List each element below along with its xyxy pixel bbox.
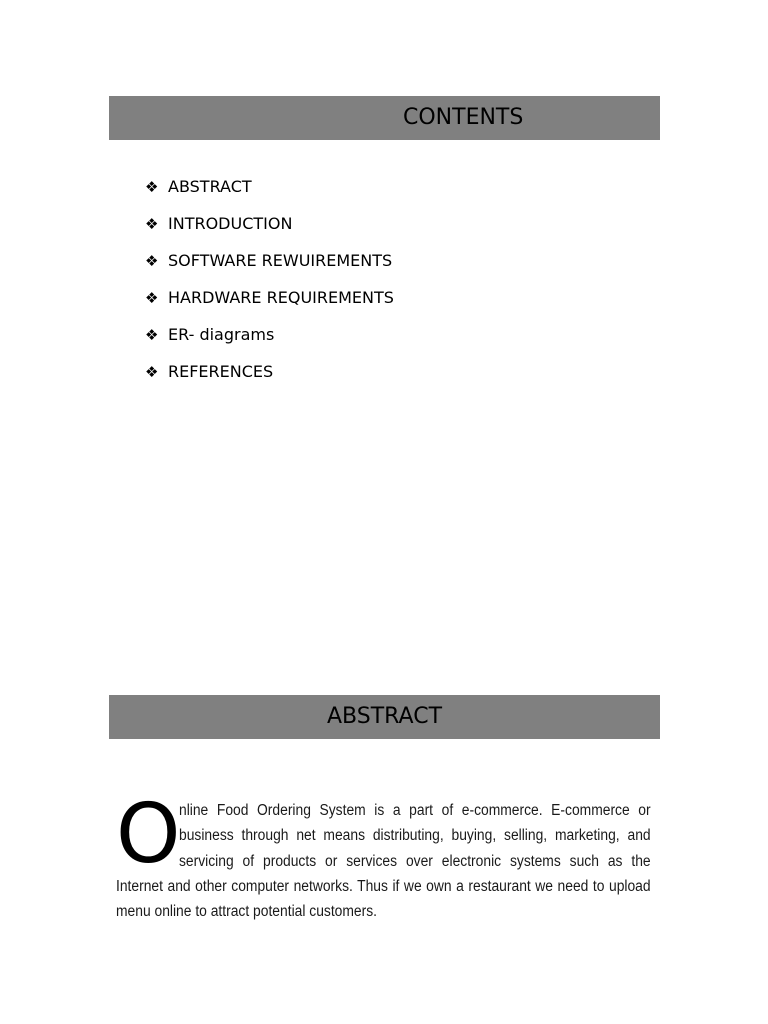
toc-item-label: ABSTRACT (168, 177, 252, 196)
diamond-bullet-icon: ❖ (145, 363, 159, 381)
toc-item-label: HARDWARE REQUIREMENTS (168, 288, 394, 307)
abstract-heading: ABSTRACT (326, 704, 443, 729)
toc-item-label: REFERENCES (168, 362, 274, 381)
table-of-contents (145, 172, 394, 394)
toc-item (145, 357, 394, 394)
drop-cap-letter: O (116, 787, 181, 882)
toc-item-label: INTRODUCTION (168, 214, 293, 233)
abstract-header-bar (109, 695, 660, 739)
toc-item-label: SOFTWARE REWUIREMENTS (168, 251, 393, 270)
abstract-text: nline Food Ordering System is a part of e-commerce. E-commerce or business through net means distributing, buying, selling, marketing, and servicing of products or services over electronic systems such as the Internet and other computer networks. Thus if we own a restaurant we need to upload menu online to attract potential customers. (116, 802, 651, 921)
contents-header-bar (109, 96, 660, 140)
diamond-bullet-icon: ❖ (145, 252, 159, 270)
toc-item (145, 246, 394, 283)
toc-item (145, 283, 394, 320)
toc-item (145, 209, 394, 246)
toc-item (145, 320, 394, 357)
toc-item-label: ER- diagrams (168, 325, 275, 344)
abstract-paragraph (116, 787, 651, 924)
diamond-bullet-icon: ❖ (145, 289, 159, 307)
contents-heading: CONTENTS (403, 105, 524, 130)
diamond-bullet-icon: ❖ (145, 326, 159, 344)
diamond-bullet-icon: ❖ (145, 178, 159, 196)
diamond-bullet-icon: ❖ (145, 215, 159, 233)
toc-item (145, 172, 394, 209)
